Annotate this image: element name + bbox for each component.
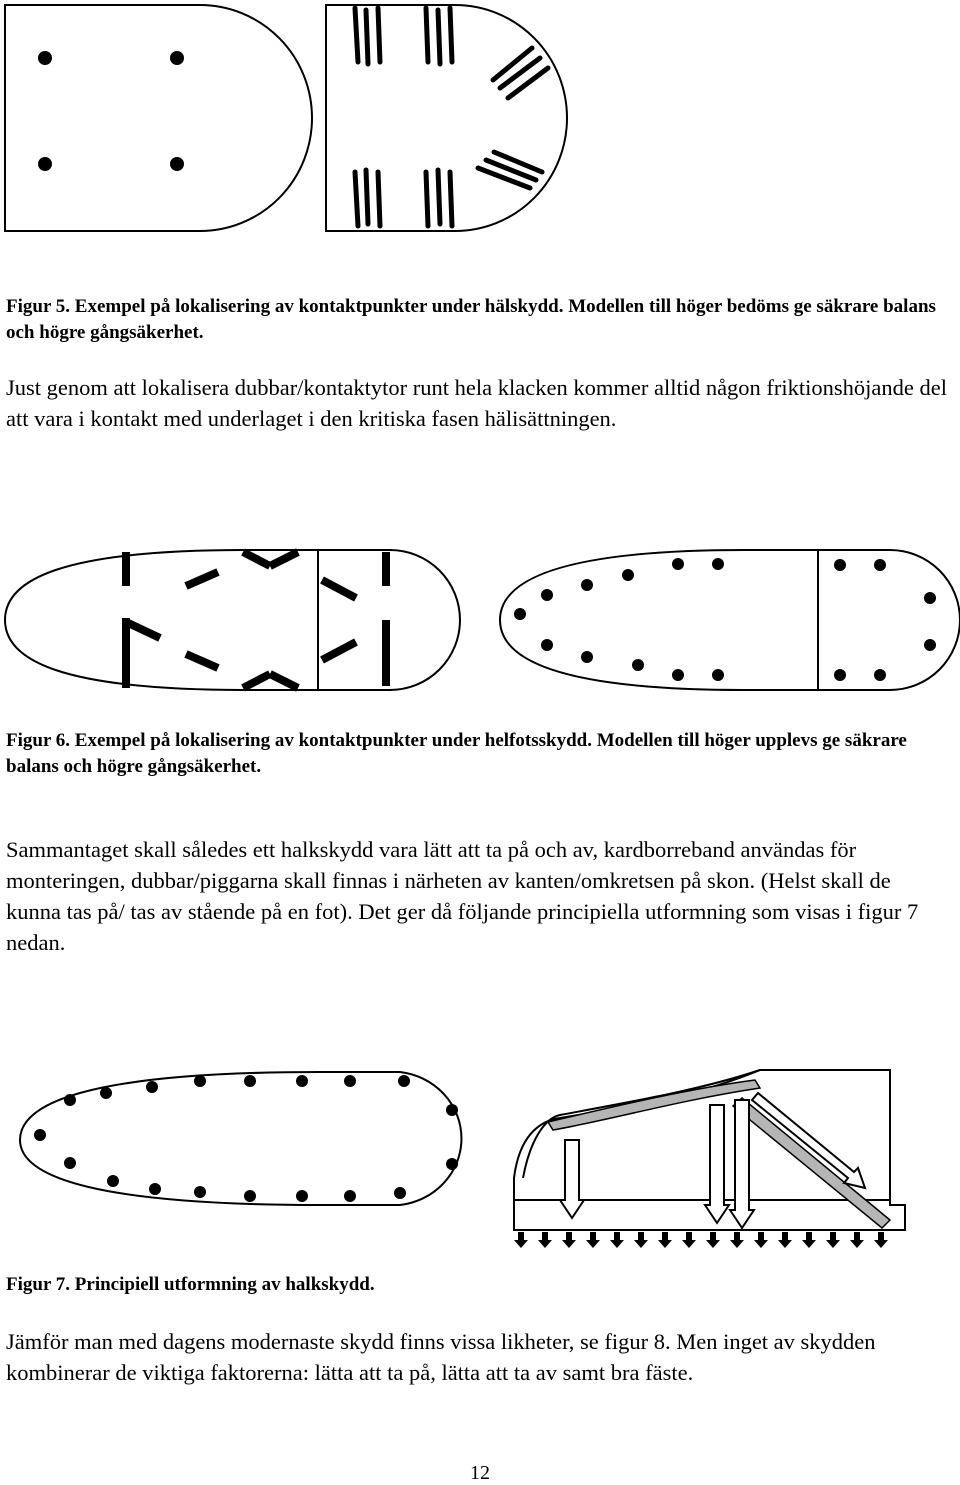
full-foot-guard-right [500, 550, 960, 690]
figure-5-illustration [0, 0, 960, 240]
full-foot-guard-left [5, 550, 460, 690]
figure-7-caption: Figur 7. Principiell utformning av halkskydd. [6, 1274, 375, 1295]
paragraph-comparison: Jämför man med dagens modernaste skydd finns vissa likheter, se figur 8. Men inget av skydden kombinerar de viktiga faktorerna: lätta att ta på, lätta att ta av samt bra fäste. [6, 1329, 876, 1385]
figure-5-caption: Figur 5. Exempel på lokalisering av kontaktpunkter under hälskydd. Modellen till höger bedöms ge säkrare balans och högre gångsäkerhet. [6, 296, 936, 343]
heel-guard-right [326, 5, 567, 231]
page-number: 12 [470, 1462, 490, 1484]
ground-arrows [514, 1232, 888, 1248]
principle-sole [20, 1072, 461, 1205]
paragraph-heel-contact: Just genom att lokalisera dubbar/kontaktytor runt hela klacken kommer alltid någon friktionshöjande del att vara i kontakt med underlaget i den kritiska fasen hälisättningen. [6, 375, 948, 431]
heel-guard-left [5, 5, 312, 231]
paragraph-summary: Sammantaget skall således ett halkskydd vara lätt att ta på och av, kardborreband användas för monteringen, dubbar/piggarna skall finnas i närheten av kanten/omkretsen på skon. (Helst skall de kunna tas på/ tas av stående på en fot). Det ger då följande principiella utformning som visas i figur 7 nedan. [6, 837, 919, 955]
shoe-with-guard [514, 1070, 905, 1248]
figure-6-illustration [0, 540, 960, 700]
figure-7-illustration [0, 1060, 960, 1270]
figure-6-caption: Figur 6. Exempel på lokalisering av kontaktpunkter under helfotsskydd. Modellen till höger upplevs ge säkrare balans och högre gångsäkerhet. [6, 730, 907, 777]
